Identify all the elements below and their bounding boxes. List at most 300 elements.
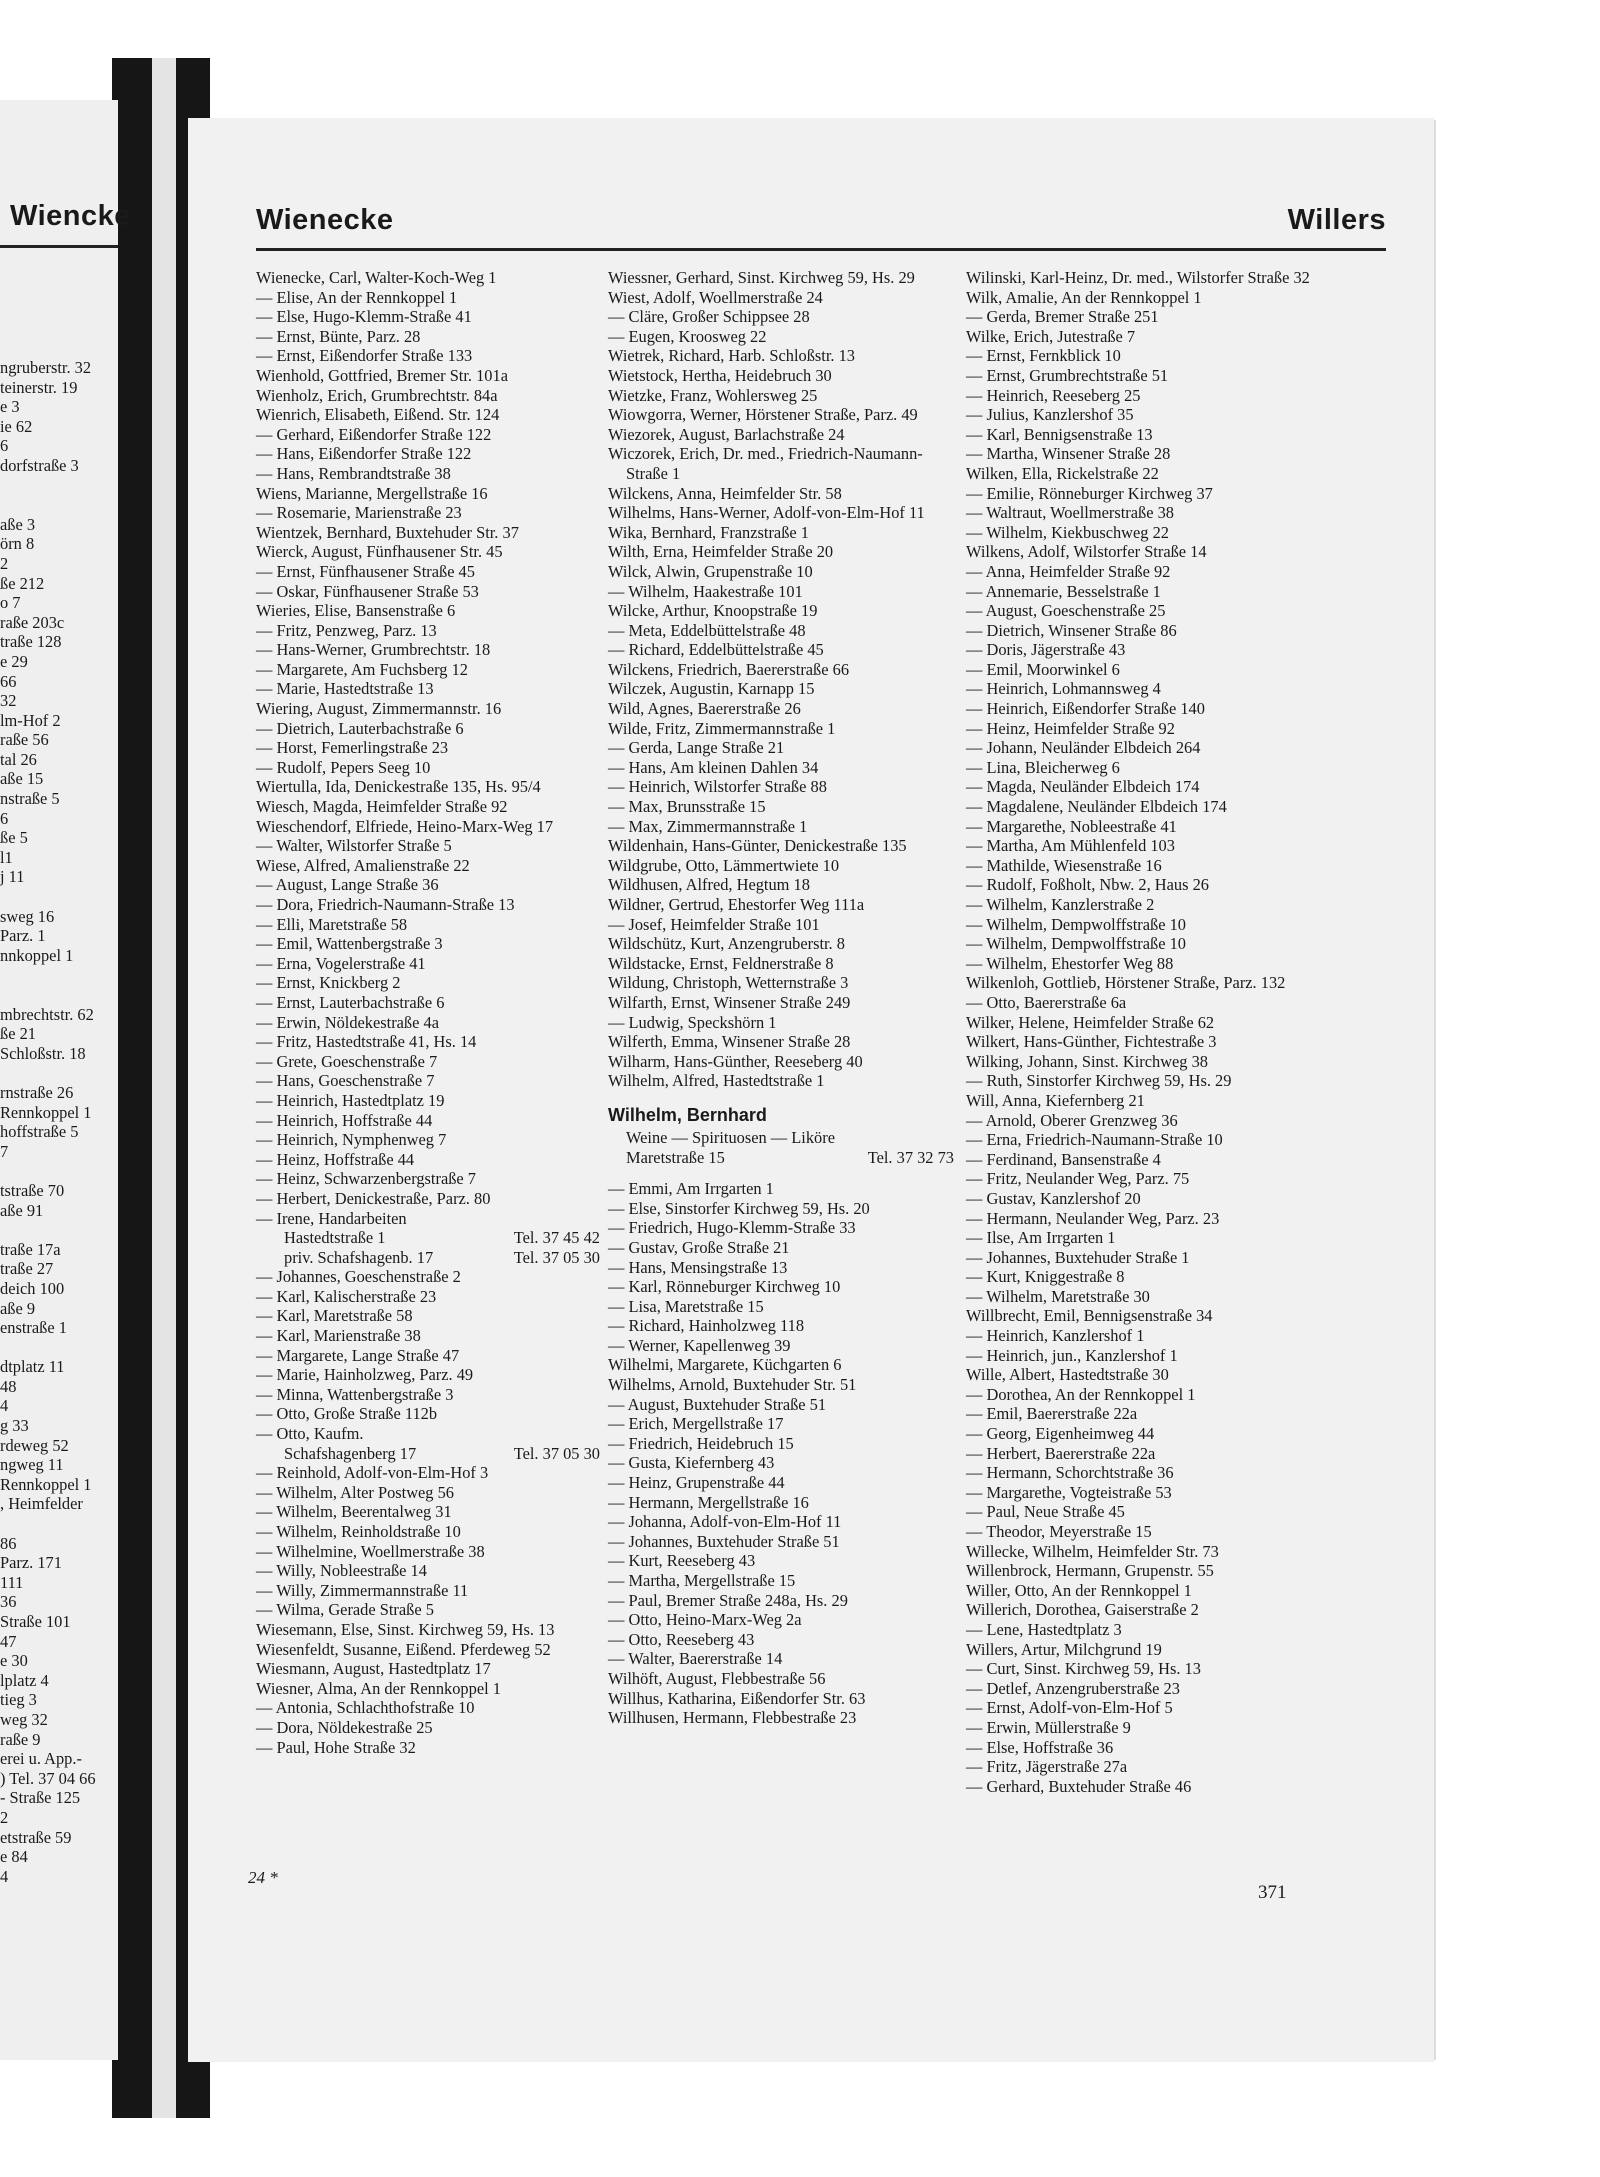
directory-entry: — Richard, Hainholzweg 118 bbox=[608, 1316, 805, 1336]
otto-address: Schafshagenberg 17 bbox=[284, 1443, 417, 1463]
directory-entry: — Gusta, Kiefernberg 43 bbox=[608, 1453, 775, 1473]
directory-entry: — Heinrich, jun., Kanzlershof 1 bbox=[966, 1345, 1178, 1365]
directory-entry: — Anna, Heimfelder Straße 92 bbox=[966, 561, 1171, 581]
page-number: 371 bbox=[1258, 1882, 1287, 1903]
advertisement-phone: Tel. 37 32 73 bbox=[867, 1147, 954, 1167]
previous-page-line: 6 bbox=[0, 436, 9, 456]
directory-entry: Wiering, August, Zimmermannstr. 16 bbox=[256, 699, 502, 719]
directory-entry: — Theodor, Meyerstraße 15 bbox=[966, 1522, 1152, 1541]
directory-entry: — Hermann, Neulander Weg, Parz. 23 bbox=[966, 1208, 1220, 1228]
directory-entry: Wilker, Helene, Heimfelder Straße 62 bbox=[966, 1012, 1215, 1032]
irene-private-address: priv. Schafshagenb. 17 bbox=[284, 1247, 434, 1267]
directory-entry: — Kurt, Reeseberg 43 bbox=[608, 1551, 756, 1571]
previous-page-line: lplatz 4 bbox=[0, 1670, 49, 1690]
directory-entry: — Gerhard, Eißendorfer Straße 122 bbox=[256, 424, 492, 444]
previous-page-line bbox=[0, 1161, 118, 1181]
directory-entry: — Rudolf, Pepers Seeg 10 bbox=[256, 757, 431, 777]
directory-entry: — Margarete, Am Fuchsberg 12 bbox=[256, 659, 468, 679]
directory-entry: Wilkenloh, Gottlieb, Hörstener Straße, Parz. 132 bbox=[966, 973, 1286, 993]
directory-entry: — Otto, Reeseberg 43 bbox=[608, 1629, 755, 1649]
previous-page-line: e 30 bbox=[0, 1651, 28, 1671]
directory-entry: Wildung, Christoph, Wetternstraße 3 bbox=[608, 973, 849, 993]
directory-entry: — Willy, Zimmermannstraße 11 bbox=[256, 1580, 469, 1600]
directory-entry: — Paul, Hohe Straße 32 bbox=[256, 1737, 416, 1757]
irene-address-row bbox=[256, 1228, 600, 1248]
previous-page-line: 4 bbox=[0, 1396, 9, 1416]
previous-page-line: 66 bbox=[0, 671, 17, 691]
previous-page-line: deich 100 bbox=[0, 1278, 65, 1298]
directory-entry: — August, Buxtehuder Straße 51 bbox=[608, 1394, 827, 1414]
directory-entry: — Erwin, Müllerstraße 9 bbox=[966, 1717, 1131, 1737]
directory-entry: Wiesner, Alma, An der Rennkoppel 1 bbox=[256, 1678, 501, 1698]
previous-page-line: raße 56 bbox=[0, 730, 49, 750]
previous-page-line: örn 8 bbox=[0, 534, 35, 554]
directory-entry: — Heinrich, Nymphenweg 7 bbox=[256, 1130, 447, 1150]
directory-entry: — Julius, Kanzlershof 35 bbox=[966, 405, 1134, 425]
directory-entry: — Heinrich, Eißendorfer Straße 140 bbox=[966, 699, 1205, 719]
previous-page-line: tieg 3 bbox=[0, 1690, 37, 1710]
advertisement-name: Wilhelm, Bernhard bbox=[608, 1104, 767, 1125]
directory-entry: — Heinrich, Kanzlershof 1 bbox=[966, 1326, 1145, 1346]
directory-entry: — Curt, Sinst. Kirchweg 59, Hs. 13 bbox=[966, 1659, 1201, 1679]
directory-entry: — Cläre, Großer Schippsee 28 bbox=[608, 307, 810, 327]
previous-page-line: Rennkoppel 1 bbox=[0, 1474, 92, 1494]
previous-page-line: lm-Hof 2 bbox=[0, 710, 61, 730]
directory-entry: — Wilhelm, Dempwolffstraße 10 bbox=[966, 934, 1186, 954]
previous-page-line: 47 bbox=[0, 1631, 17, 1651]
previous-page-rule bbox=[0, 245, 118, 248]
previous-page-line: e 3 bbox=[0, 397, 20, 417]
previous-page-line: 2 bbox=[0, 1807, 9, 1827]
directory-entry: — Fritz, Jägerstraße 27a bbox=[966, 1757, 1128, 1777]
directory-entry: — Walter, Baererstraße 14 bbox=[608, 1649, 783, 1669]
previous-page-line: dtplatz 11 bbox=[0, 1357, 65, 1377]
directory-entry: Willhusen, Hermann, Flebbestraße 23 bbox=[608, 1708, 857, 1728]
irene-phone: Tel. 37 45 42 bbox=[513, 1228, 600, 1248]
directory-entry: — Else, Hoffstraße 36 bbox=[966, 1737, 1114, 1757]
directory-entry: — August, Goeschenstraße 25 bbox=[966, 601, 1166, 621]
directory-entry: Wilinski, Karl-Heinz, Dr. med., Wilstorfer Straße 32 bbox=[966, 268, 1310, 287]
previous-page-line: nnkoppel 1 bbox=[0, 945, 74, 965]
directory-entry: — Otto, Baererstraße 6a bbox=[966, 992, 1127, 1012]
previous-page-line: hoffstraße 5 bbox=[0, 1122, 79, 1142]
directory-entry: — Heinrich, Hastedtplatz 19 bbox=[256, 1090, 445, 1110]
directory-entry: — Heinz, Heimfelder Straße 92 bbox=[966, 718, 1175, 738]
directory-entry: Willhus, Katharina, Eißendorfer Str. 63 bbox=[608, 1688, 866, 1708]
advertisement-street: Maretstraße 15 bbox=[626, 1147, 725, 1167]
directory-entry: — Ernst, Bünte, Parz. 28 bbox=[256, 326, 421, 346]
directory-entry: — Doris, Jägerstraße 43 bbox=[966, 640, 1126, 660]
previous-page-line: mbrechtstr. 62 bbox=[0, 1004, 94, 1024]
directory-entry: Wilfarth, Ernst, Winsener Straße 249 bbox=[608, 992, 851, 1012]
previous-page-line bbox=[0, 1514, 118, 1534]
directory-entry: — Minna, Wattenbergstraße 3 bbox=[256, 1384, 454, 1404]
directory-entry: Wilckens, Friedrich, Baererstraße 66 bbox=[608, 659, 850, 679]
directory-entry: — Horst, Femerlingstraße 23 bbox=[256, 738, 449, 758]
book-gutter bbox=[152, 58, 176, 2118]
directory-entry: — Johanna, Adolf-von-Elm-Hof 11 bbox=[608, 1512, 842, 1532]
previous-page-line: teinerstr. 19 bbox=[0, 377, 78, 397]
directory-entry: Wilde, Fritz, Zimmermannstraße 1 bbox=[608, 718, 836, 738]
previous-page-line: rdeweg 52 bbox=[0, 1435, 69, 1455]
directory-entry: — Emmi, Am Irrgarten 1 bbox=[608, 1179, 774, 1199]
previous-page-line: tal 26 bbox=[0, 749, 37, 769]
directory-entry: — Wilhelm, Reinholdstraße 10 bbox=[256, 1522, 461, 1541]
previous-page-line: erei u. App.- bbox=[0, 1749, 82, 1769]
advertisement-products: Weine — Spirituosen — Liköre bbox=[626, 1127, 835, 1147]
directory-entry: Wiessner, Gerhard, Sinst. Kirchweg 59, Hs. 29 bbox=[608, 268, 915, 287]
directory-entry: — Martha, Winsener Straße 28 bbox=[966, 444, 1171, 464]
directory-entry: — Ernst, Fernkblick 10 bbox=[966, 346, 1121, 366]
directory-entry: Willbrecht, Emil, Bennigsenstraße 34 bbox=[966, 1306, 1213, 1326]
previous-page-line: 7 bbox=[0, 1141, 9, 1161]
previous-page-line: Rennkoppel 1 bbox=[0, 1102, 92, 1122]
column-3 bbox=[966, 268, 1314, 1796]
directory-entry: — Magda, Neuländer Elbdeich 174 bbox=[966, 777, 1200, 797]
irene-private-row bbox=[256, 1248, 600, 1268]
directory-entry: Will, Anna, Kiefernberg 21 bbox=[966, 1090, 1145, 1110]
directory-entry: Wilkens, Adolf, Wilstorfer Straße 14 bbox=[966, 542, 1207, 562]
directory-entry: — Lina, Bleicherweg 6 bbox=[966, 757, 1120, 777]
directory-entry: Wilke, Erich, Jutestraße 7 bbox=[966, 326, 1136, 346]
directory-entry: — Johannes, Buxtehuder Straße 1 bbox=[966, 1247, 1190, 1267]
directory-entry: Willer, Otto, An der Rennkoppel 1 bbox=[966, 1580, 1192, 1600]
directory-entry: — Heinz, Hoffstraße 44 bbox=[256, 1149, 415, 1169]
directory-entry: — Fritz, Neulander Weg, Parz. 75 bbox=[966, 1169, 1190, 1189]
directory-entry: Wildstacke, Ernst, Feldnerstraße 8 bbox=[608, 953, 834, 973]
directory-entry: — Hermann, Schorchtstraße 36 bbox=[966, 1463, 1174, 1483]
directory-entry: Wientzek, Bernhard, Buxtehuder Str. 37 bbox=[256, 522, 519, 542]
directory-entry: — Karl, Maretstraße 58 bbox=[256, 1306, 413, 1326]
directory-entry: — August, Lange Straße 36 bbox=[256, 875, 439, 895]
previous-page-line: Parz. 1 bbox=[0, 926, 46, 946]
previous-page-line: ) Tel. 37 04 66 bbox=[0, 1768, 96, 1788]
previous-page-line: ße 5 bbox=[0, 828, 28, 848]
advertisement-contact bbox=[608, 1148, 954, 1168]
previous-page-column bbox=[0, 358, 118, 1886]
page-header-left: Wienecke bbox=[256, 204, 394, 236]
directory-entry: — Eugen, Kroosweg 22 bbox=[608, 326, 767, 346]
previous-page-line: Straße 101 bbox=[0, 1612, 71, 1631]
previous-page-line: 86 bbox=[0, 1533, 17, 1553]
directory-entry: — Margarethe, Vogteistraße 53 bbox=[966, 1482, 1172, 1502]
directory-entry: — Otto, Heino-Marx-Weg 2a bbox=[608, 1610, 802, 1630]
previous-page-line: aße 3 bbox=[0, 514, 36, 534]
directory-entry: — Gerhard, Buxtehuder Straße 46 bbox=[966, 1776, 1192, 1796]
previous-page-line: l1 bbox=[0, 847, 13, 867]
directory-entry: — Ernst, Eißendorfer Straße 133 bbox=[256, 346, 473, 366]
directory-entry: Wilczek, Augustin, Karnapp 15 bbox=[608, 679, 815, 699]
previous-page-line: e 29 bbox=[0, 651, 28, 671]
directory-entry: Wilken, Ella, Rickelstraße 22 bbox=[966, 463, 1159, 483]
previous-page-line: g 33 bbox=[0, 1416, 29, 1436]
directory-entry: — Wilhelm, Dempwolffstraße 10 bbox=[966, 914, 1186, 934]
directory-entry: — Ferdinand, Bansenstraße 4 bbox=[966, 1149, 1161, 1169]
directory-entry: Wille, Albert, Hastedtstraße 30 bbox=[966, 1365, 1169, 1385]
directory-entry: — Wilhelm, Beerentalweg 31 bbox=[256, 1502, 452, 1522]
previous-page-line: Parz. 171 bbox=[0, 1553, 62, 1573]
otto-phone: Tel. 37 05 30 bbox=[513, 1443, 600, 1463]
page-signature: 24 * bbox=[248, 1868, 278, 1887]
previous-page-line: ße 212 bbox=[0, 573, 45, 593]
directory-entry: — Irene, Handarbeiten bbox=[256, 1208, 407, 1228]
column-1 bbox=[256, 268, 600, 1757]
previous-page-header: Wiencke bbox=[10, 200, 131, 232]
directory-entry: — Hans, Goeschenstraße 7 bbox=[256, 1071, 435, 1091]
directory-entry: — Gerda, Bremer Straße 251 bbox=[966, 307, 1159, 327]
previous-page-line: raße 203c bbox=[0, 612, 65, 632]
directory-entry: — Lene, Hastedtplatz 3 bbox=[966, 1619, 1122, 1639]
directory-entry: — Gustav, Große Straße 21 bbox=[608, 1237, 790, 1257]
previous-page-line bbox=[0, 1063, 118, 1083]
directory-entry: — Elli, Maretstraße 58 bbox=[256, 914, 408, 934]
directory-entry: — Willy, Nobleestraße 14 bbox=[256, 1561, 427, 1581]
previous-page-line: dorfstraße 3 bbox=[0, 455, 79, 475]
advertisement-box bbox=[608, 1103, 954, 1167]
directory-entry: — Ruth, Sinstorfer Kirchweg 59, Hs. 29 bbox=[966, 1071, 1232, 1091]
previous-page-line: aße 9 bbox=[0, 1298, 36, 1318]
directory-entry: Wietstock, Hertha, Heidebruch 30 bbox=[608, 365, 832, 385]
directory-entry: Wienrich, Elisabeth, Eißend. Str. 124 bbox=[256, 405, 500, 425]
previous-page-line: nstraße 5 bbox=[0, 789, 60, 809]
directory-entry: Wiowgorra, Werner, Hörstener Straße, Parz. 49 bbox=[608, 405, 918, 425]
directory-entry: — Ernst, Adolf-von-Elm-Hof 5 bbox=[966, 1698, 1173, 1718]
previous-page-line: 36 bbox=[0, 1592, 17, 1612]
directory-entry: — Wilhelm, Maretstraße 30 bbox=[966, 1286, 1150, 1306]
previous-page-line: 111 bbox=[0, 1572, 24, 1592]
previous-page-line bbox=[0, 1338, 118, 1358]
directory-entry: Wilckens, Anna, Heimfelder Str. 58 bbox=[608, 483, 842, 503]
irene-address: Hastedtstraße 1 bbox=[284, 1228, 386, 1248]
directory-entry: — Heinrich, Hoffstraße 44 bbox=[256, 1110, 433, 1130]
directory-entry: — Wilhelm, Kanzlerstraße 2 bbox=[966, 895, 1155, 914]
directory-entry: — Karl, Bennigsenstraße 13 bbox=[966, 424, 1153, 444]
directory-entry: — Max, Brunsstraße 15 bbox=[608, 797, 766, 817]
directory-entry: — Werner, Kapellenweg 39 bbox=[608, 1335, 791, 1355]
directory-entry: Wildschütz, Kurt, Anzengruberstr. 8 bbox=[608, 934, 845, 954]
directory-entry: — Emil, Wattenbergstraße 3 bbox=[256, 934, 443, 954]
directory-entry: — Fritz, Hastedtstraße 41, Hs. 14 bbox=[256, 1032, 477, 1052]
directory-entry: — Gerda, Lange Straße 21 bbox=[608, 738, 785, 758]
directory-entry: — Rosemarie, Marienstraße 23 bbox=[256, 503, 462, 523]
directory-entry: — Emil, Baererstraße 22a bbox=[966, 1404, 1138, 1424]
column-2 bbox=[608, 268, 954, 1728]
directory-entry: Wilk, Amalie, An der Rennkoppel 1 bbox=[966, 287, 1202, 307]
directory-entry: — Otto, Große Straße 112b bbox=[256, 1404, 438, 1424]
directory-entry: — Antonia, Schlachthofstraße 10 bbox=[256, 1698, 475, 1718]
directory-entry: — Erich, Mergellstraße 17 bbox=[608, 1414, 784, 1434]
directory-entry: Wietrek, Richard, Harb. Schloßstr. 13 bbox=[608, 346, 855, 366]
directory-entry: — Johannes, Buxtehuder Straße 51 bbox=[608, 1531, 840, 1551]
directory-entry: — Wilhelm, Haakestraße 101 bbox=[608, 581, 803, 601]
directory-entry: — Emil, Moorwinkel 6 bbox=[966, 659, 1120, 679]
directory-entry: — Arnold, Oberer Grenzweg 36 bbox=[966, 1110, 1178, 1130]
directory-entry: — Gustav, Kanzlershof 20 bbox=[966, 1188, 1141, 1208]
directory-entry: — Dietrich, Winsener Straße 86 bbox=[966, 620, 1177, 640]
directory-entry: — Kurt, Kniggestraße 8 bbox=[966, 1267, 1125, 1287]
directory-entry: Wilkert, Hans-Günther, Fichtestraße 3 bbox=[966, 1032, 1217, 1052]
directory-entry: Wildgrube, Otto, Lämmertwiete 10 bbox=[608, 855, 840, 875]
directory-entry: — Richard, Eddelbüttelstraße 45 bbox=[608, 640, 824, 660]
directory-entry: Wiesmann, August, Hastedtplatz 17 bbox=[256, 1659, 491, 1679]
directory-entry: Wiese, Alfred, Amalienstraße 22 bbox=[256, 855, 470, 875]
directory-entry: — Walter, Wilstorfer Straße 5 bbox=[256, 836, 452, 856]
directory-entry: — Reinhold, Adolf-von-Elm-Hof 3 bbox=[256, 1463, 489, 1483]
directory-entry: Willerich, Dorothea, Gaiserstraße 2 bbox=[966, 1600, 1199, 1620]
directory-entry: — Max, Zimmermannstraße 1 bbox=[608, 816, 808, 836]
directory-entry: — Erwin, Nöldekestraße 4a bbox=[256, 1012, 439, 1032]
directory-entry: Wiesch, Magda, Heimfelder Straße 92 bbox=[256, 797, 508, 817]
directory-entry: — Grete, Goeschenstraße 7 bbox=[256, 1051, 438, 1071]
directory-entry: — Ernst, Lauterbachstraße 6 bbox=[256, 992, 445, 1012]
directory-entry: — Margarethe, Nobleestraße 41 bbox=[966, 816, 1177, 836]
previous-page-line: j 11 bbox=[0, 867, 25, 887]
directory-entry: — Heinz, Schwarzenbergstraße 7 bbox=[256, 1169, 476, 1189]
directory-entry: — Else, Sinstorfer Kirchweg 59, Hs. 20 bbox=[608, 1198, 870, 1218]
directory-entry: Wiczorek, Erich, Dr. med., Friedrich-Naumann-Straße 1 bbox=[608, 444, 923, 483]
directory-entry: Wilth, Erna, Heimfelder Straße 20 bbox=[608, 542, 834, 562]
directory-entry: — Lisa, Maretstraße 15 bbox=[608, 1296, 764, 1316]
directory-entry: — Heinrich, Reeseberg 25 bbox=[966, 385, 1141, 405]
directory-entry: — Ernst, Grumbrechtstraße 51 bbox=[966, 365, 1169, 385]
directory-entry: — Hans, Am kleinen Dahlen 34 bbox=[608, 757, 819, 777]
directory-entry: — Erna, Vogelerstraße 41 bbox=[256, 953, 426, 973]
directory-entry: Wika, Bernhard, Franzstraße 1 bbox=[608, 522, 809, 542]
directory-entry: — Hans, Mensingstraße 13 bbox=[608, 1257, 788, 1277]
directory-entry: — Friedrich, Heidebruch 15 bbox=[608, 1433, 794, 1453]
directory-page bbox=[188, 118, 1434, 2062]
previous-page-line: rnstraße 26 bbox=[0, 1082, 74, 1102]
previous-page-line: - Straße 125 bbox=[0, 1788, 81, 1808]
directory-entry: Wiezorek, August, Barlachstraße 24 bbox=[608, 424, 845, 444]
directory-entry: — Martha, Mergellstraße 15 bbox=[608, 1571, 796, 1590]
previous-page-line: weg 32 bbox=[0, 1709, 48, 1729]
directory-entry: — Martha, Am Mühlenfeld 103 bbox=[966, 836, 1175, 856]
previous-page-line: traße 17a bbox=[0, 1239, 61, 1259]
previous-page-line: enstraße 1 bbox=[0, 1318, 67, 1338]
previous-page bbox=[0, 100, 131, 2060]
directory-entry: Wildenhain, Hans-Günter, Denickestraße 135 bbox=[608, 836, 907, 856]
directory-entry: — Paul, Bremer Straße 248a, Hs. 29 bbox=[608, 1590, 848, 1610]
directory-entry: — Elise, An der Rennkoppel 1 bbox=[256, 287, 458, 307]
otto-address-row bbox=[256, 1444, 600, 1464]
directory-entry: — Waltraut, Woellmerstraße 38 bbox=[966, 503, 1174, 523]
directory-entry: — Hans, Eißendorfer Straße 122 bbox=[256, 444, 472, 464]
directory-entry: — Johannes, Goeschenstraße 2 bbox=[256, 1267, 461, 1287]
directory-entry: Wildner, Gertrud, Ehestorfer Weg 111a bbox=[608, 895, 865, 914]
directory-entry: Wilhelmi, Margarete, Küchgarten 6 bbox=[608, 1355, 842, 1375]
previous-page-line: raße 9 bbox=[0, 1729, 41, 1749]
directory-entry: — Heinz, Grupenstraße 44 bbox=[608, 1473, 785, 1493]
directory-entry: Willecke, Wilhelm, Heimfelder Str. 73 bbox=[966, 1541, 1219, 1561]
previous-page-line: traße 27 bbox=[0, 1259, 54, 1279]
previous-page-line: aße 91 bbox=[0, 1200, 44, 1220]
previous-page-line: e 84 bbox=[0, 1847, 28, 1867]
previous-page-line: Schloßstr. 18 bbox=[0, 1043, 86, 1063]
directory-entry: — Josef, Heimfelder Straße 101 bbox=[608, 914, 820, 934]
directory-entry: Wieries, Elise, Bansenstraße 6 bbox=[256, 601, 456, 621]
directory-entry: Wilcke, Arthur, Knoopstraße 19 bbox=[608, 601, 818, 621]
previous-page-line: traße 128 bbox=[0, 632, 62, 652]
previous-page-line: ngruberstr. 32 bbox=[0, 358, 92, 377]
directory-entry: Wienecke, Carl, Walter-Koch-Weg 1 bbox=[256, 268, 497, 287]
previous-page-line bbox=[0, 476, 118, 496]
directory-entry: — Paul, Neue Straße 45 bbox=[966, 1502, 1125, 1522]
directory-entry: Wilhelms, Arnold, Buxtehuder Str. 51 bbox=[608, 1375, 857, 1395]
directory-entry: — Oskar, Fünfhausener Straße 53 bbox=[256, 581, 479, 601]
directory-entry: — Margarete, Lange Straße 47 bbox=[256, 1345, 460, 1365]
directory-entry: — Detlef, Anzengruberstraße 23 bbox=[966, 1678, 1180, 1698]
directory-entry: — Heinrich, Lohmannsweg 4 bbox=[966, 679, 1161, 699]
directory-entry: — Dora, Friedrich-Naumann-Straße 13 bbox=[256, 895, 515, 914]
directory-entry: — Hans-Werner, Grumbrechtstr. 18 bbox=[256, 640, 491, 660]
directory-entry: Wilck, Alwin, Grupenstraße 10 bbox=[608, 561, 813, 581]
directory-entry: — Dorothea, An der Rennkoppel 1 bbox=[966, 1384, 1196, 1404]
directory-entry: Wiens, Marianne, Mergellstraße 16 bbox=[256, 483, 488, 503]
previous-page-line: ße 21 bbox=[0, 1024, 36, 1044]
directory-entry: Wiesenfeldt, Susanne, Eißend. Pferdeweg 52 bbox=[256, 1639, 551, 1659]
directory-entry: — Ilse, Am Irrgarten 1 bbox=[966, 1228, 1116, 1248]
directory-entry: — Ernst, Knickberg 2 bbox=[256, 973, 401, 993]
directory-entry: Wild, Agnes, Baererstraße 26 bbox=[608, 699, 801, 719]
directory-entry: Wiesemann, Else, Sinst. Kirchweg 59, Hs. 13 bbox=[256, 1619, 555, 1639]
directory-entry: — Marie, Hastedtstraße 13 bbox=[256, 679, 434, 699]
previous-page-line: sweg 16 bbox=[0, 906, 55, 926]
previous-page-line: tstraße 70 bbox=[0, 1180, 65, 1200]
previous-page-line: 32 bbox=[0, 691, 17, 711]
previous-page-line: 48 bbox=[0, 1376, 17, 1396]
directory-entry: Wilhöft, August, Flebbestraße 56 bbox=[608, 1668, 826, 1688]
previous-page-line bbox=[0, 1220, 118, 1240]
directory-entry: Wilking, Johann, Sinst. Kirchweg 38 bbox=[966, 1051, 1208, 1071]
directory-entry: — Wilma, Gerade Straße 5 bbox=[256, 1600, 434, 1620]
directory-entry: — Wilhelm, Ehestorfer Weg 88 bbox=[966, 953, 1174, 973]
directory-entry: — Annemarie, Besselstraße 1 bbox=[966, 581, 1161, 601]
previous-page-line: aße 15 bbox=[0, 769, 44, 789]
directory-entry: Wilharm, Hans-Günther, Reeseberg 40 bbox=[608, 1051, 863, 1071]
directory-entry: Wienhold, Gottfried, Bremer Str. 101a bbox=[256, 365, 508, 385]
directory-entry: — Wilhelm, Kiekbuschweg 22 bbox=[966, 522, 1169, 542]
directory-entry: — Ernst, Fünfhausener Straße 45 bbox=[256, 561, 475, 581]
directory-entry: — Heinrich, Wilstorfer Straße 88 bbox=[608, 777, 827, 797]
directory-entry: Willenbrock, Hermann, Grupenstr. 55 bbox=[966, 1561, 1214, 1581]
directory-entry: Wildhusen, Alfred, Hegtum 18 bbox=[608, 875, 810, 895]
page-header-right: Willers bbox=[1287, 204, 1386, 236]
directory-entry: Wilferth, Emma, Winsener Straße 28 bbox=[608, 1032, 851, 1052]
directory-entry: Wietzke, Franz, Wohlersweg 25 bbox=[608, 385, 818, 405]
directory-entry: — Herbert, Denickestraße, Parz. 80 bbox=[256, 1188, 491, 1208]
directory-entry: — Else, Hugo-Klemm-Straße 41 bbox=[256, 307, 472, 327]
directory-entry: — Ludwig, Speckshörn 1 bbox=[608, 1012, 777, 1032]
previous-page-line: , Heimfelder bbox=[0, 1494, 83, 1514]
previous-page-line: 4 bbox=[0, 1866, 9, 1886]
previous-page-line bbox=[0, 985, 118, 1005]
previous-page-line bbox=[0, 495, 118, 515]
directory-entry: Willers, Artur, Milchgrund 19 bbox=[966, 1639, 1162, 1659]
directory-entry: — Georg, Eigenheimweg 44 bbox=[966, 1424, 1155, 1444]
directory-entry: — Fritz, Penzweg, Parz. 13 bbox=[256, 620, 437, 640]
previous-page-line bbox=[0, 965, 118, 985]
directory-entry: — Karl, Marienstraße 38 bbox=[256, 1326, 421, 1346]
directory-entry: — Karl, Rönneburger Kirchweg 10 bbox=[608, 1277, 841, 1297]
directory-entry: — Erna, Friedrich-Naumann-Straße 10 bbox=[966, 1130, 1223, 1150]
directory-entry: — Mathilde, Wiesenstraße 16 bbox=[966, 855, 1162, 875]
directory-entry: — Emilie, Rönneburger Kirchweg 37 bbox=[966, 483, 1213, 503]
directory-entry: Wierck, August, Fünfhausener Str. 45 bbox=[256, 542, 503, 562]
directory-entry: — Dietrich, Lauterbachstraße 6 bbox=[256, 718, 464, 738]
directory-entry: — Dora, Nöldekestraße 25 bbox=[256, 1717, 433, 1737]
directory-entry: — Marie, Hainholzweg, Parz. 49 bbox=[256, 1365, 474, 1385]
